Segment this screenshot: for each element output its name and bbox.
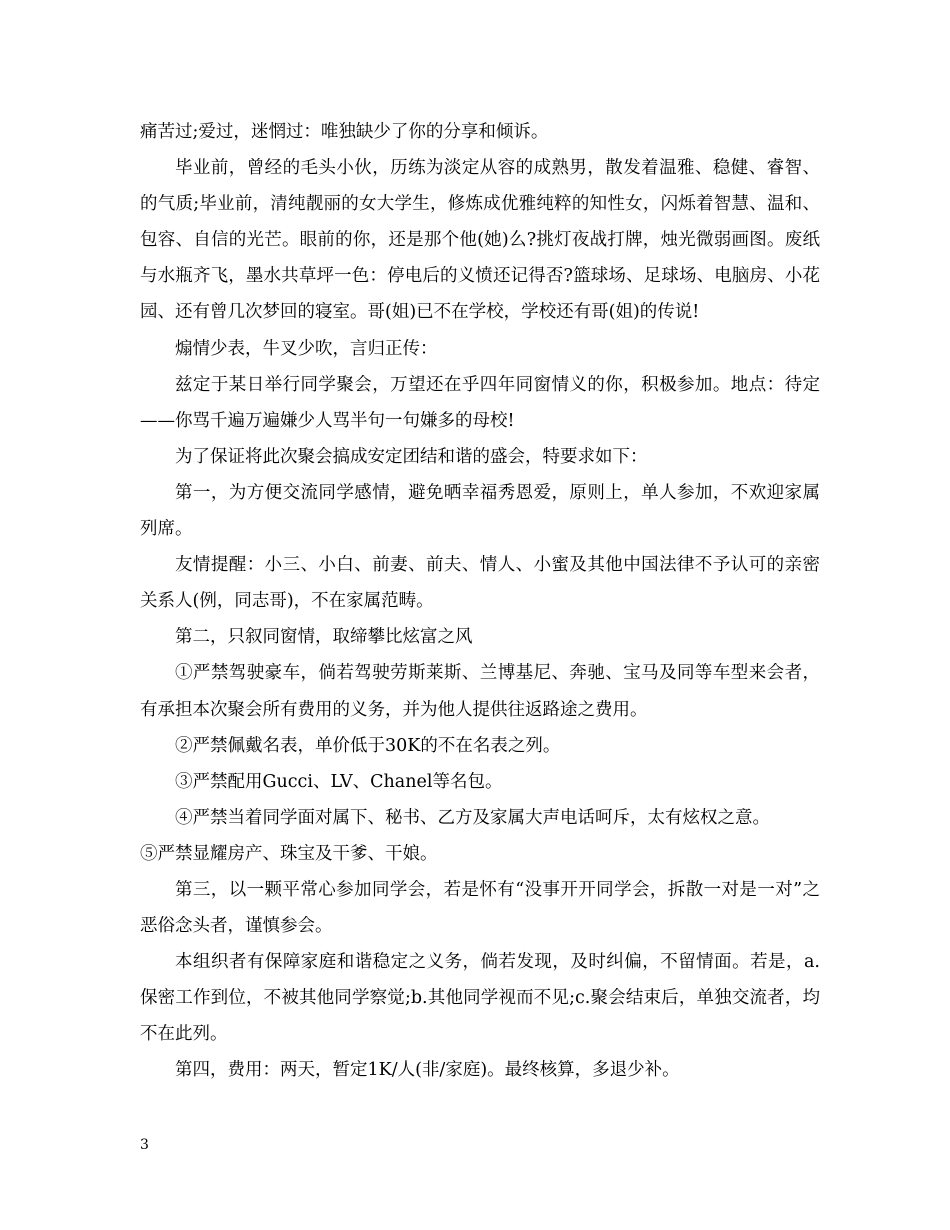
paragraph: 第二，只叙同窗情，取缔攀比炫富之风 bbox=[175, 627, 473, 648]
paragraph: ①严禁驾驶豪车，倘若驾驶劳斯莱斯、兰博基尼、奔驰、宝马及同等车型来会者，有承担本次聚会所有费用的义务，并为他人提供往返路途之费用。 bbox=[140, 663, 820, 720]
paragraph: ②严禁佩戴名表，单价低于30K的不在名表之列。 bbox=[175, 735, 561, 756]
paragraph: 毕业前，曾经的毛头小伙，历练为淡定从容的成熟男，散发着温雅、稳健、睿智、的气质;毕业前，清纯靓丽的女大学生，修炼成优雅纯粹的知性女，闪烁着智慧、温和、包容、自信的光芒。眼前的你，还是那个他(她)么?挑灯夜战打牌，烛光微弱画图。废纸与水瓶齐飞，墨水共草坪一色：停电后的义愤还记得否?篮球场、足球场、电脑房、小花园、还有曾几次梦回的寝室。哥(姐)已不在学校，学校还有哥(姐)的传说! bbox=[140, 158, 820, 323]
paragraph: 第三，以一颗平常心参加同学会，若是怀有“没事开开同学会，拆散一对是一对”之恶俗念头者，谨慎参会。 bbox=[140, 879, 820, 937]
paragraph: ⑤严禁显耀房产、珠宝及干爹、干娘。 bbox=[140, 843, 438, 864]
paragraph: ③严禁配用Gucci、LV、Chanel等名包。 bbox=[175, 771, 503, 792]
paragraph: 友情提醒：小三、小白、前妻、前夫、情人、小蜜及其他中国法律不予认可的亲密关系人(例，同志哥)，不在家属范畴。 bbox=[140, 555, 820, 612]
page-number: 3 bbox=[140, 1137, 149, 1153]
paragraph: 为了保证将此次聚会搞成安定团结和谐的盛会，特要求如下： bbox=[175, 446, 648, 467]
paragraph: 本组织者有保障家庭和谐稳定之义务，倘若发现，及时纠偏，不留情面。若是，a.保密工作到位，不被其他同学察觉;b.其他同学视而不见;c.聚会结束后，单独交流者，均不在此列。 bbox=[140, 952, 820, 1045]
paragraph: 痛苦过;爱过，迷惘过：唯独缺少了你的分享和倾诉。 bbox=[140, 122, 549, 142]
paragraph: 第四，费用：两天，暂定1K/人(非/家庭)。最终核算，多退少补。 bbox=[175, 1060, 680, 1081]
body-text bbox=[140, 114, 820, 1089]
paragraph: 煽情少表，牛叉少吹，言归正传： bbox=[175, 338, 438, 359]
paragraph: 第一，为方便交流同学感情，避免晒幸福秀恩爱，原则上，单人参加，不欢迎家属列席。 bbox=[140, 482, 820, 540]
paragraph: ④严禁当着同学面对属下、秘书、乙方及家属大声电话呵斥，太有炫权之意。 bbox=[175, 807, 770, 828]
paragraph: 兹定于某日举行同学聚会，万望还在乎四年同窗情义的你，积极参加。地点：待定——你骂千遍万遍嫌少人骂半句一句嫌多的母校! bbox=[140, 374, 820, 431]
